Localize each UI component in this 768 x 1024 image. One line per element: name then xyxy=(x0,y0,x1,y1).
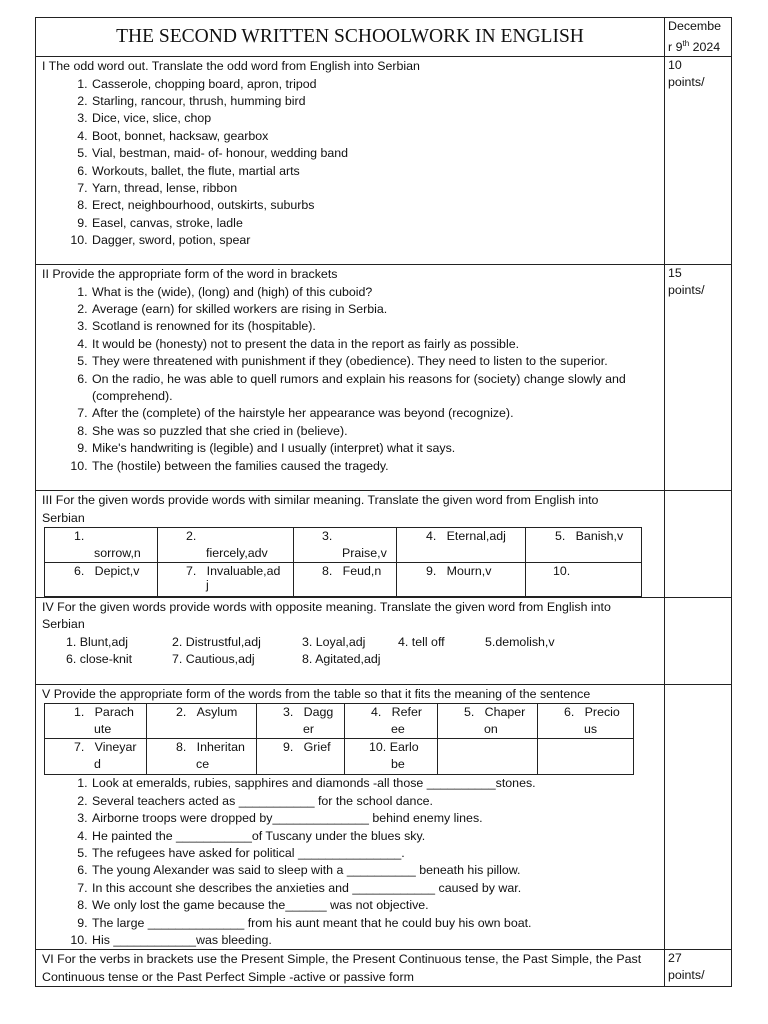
table-cell xyxy=(147,704,257,739)
table-cell xyxy=(257,739,345,775)
worksheet-table xyxy=(35,17,732,987)
list-item: 7. In this account she describes the anxieties and ____________ caused by war. xyxy=(91,880,660,897)
list-item: 1. Look at emeralds, rubies, sapphires and diamonds -all those __________stones. xyxy=(91,775,660,792)
section-3 xyxy=(36,491,665,598)
cell-num: 8. xyxy=(176,740,187,755)
table-cell xyxy=(345,739,438,775)
list-item: 6. Workouts, ballet, the flute, martial arts xyxy=(91,163,660,180)
points-value: 27 xyxy=(668,951,682,966)
cell-num: 3. xyxy=(322,528,333,543)
table-cell xyxy=(538,704,634,739)
section-4 xyxy=(36,597,665,684)
section-2 xyxy=(36,265,665,491)
list-item: 6. The young Alexander was said to sleep with a __________ beneath his pillow. xyxy=(91,862,660,879)
list-item: 7. After the (complete) of the hairstyle her appearance was beyond (recognize). xyxy=(91,405,660,422)
table-cell xyxy=(257,704,345,739)
list-item: 7. Yarn, thread, lense, ribbon xyxy=(91,180,660,197)
list-item: 2. Starling, rancour, thrush, humming bird xyxy=(91,93,660,110)
date-line2 xyxy=(668,35,728,56)
list-item: 1. Casserole, chopping board, apron, tripod xyxy=(91,76,660,93)
cell-word-cont: ute xyxy=(94,722,112,737)
cell-word: Dagg xyxy=(303,705,334,720)
title-text: THE SECOND WRITTEN SCHOOLWORK IN ENGLISH xyxy=(116,26,584,48)
table-cell xyxy=(147,739,257,775)
cell-num: 4. xyxy=(371,705,382,720)
list-item: 10. Dagger, sword, potion, spear xyxy=(91,232,660,249)
section-1 xyxy=(36,57,665,265)
section-1-row xyxy=(36,57,732,265)
list-item: 10. His ____________was bleeding. xyxy=(91,932,660,949)
cell-num: 10. xyxy=(553,563,571,578)
points-label: points/ xyxy=(668,968,705,983)
list-item: 6. close-knit xyxy=(66,652,133,667)
list-item: 5.demolish,v xyxy=(485,634,555,649)
cell-num: 10. xyxy=(369,740,387,755)
section-6-points xyxy=(665,950,732,987)
section-6 xyxy=(36,950,665,987)
table-cell xyxy=(45,739,147,775)
list-item: 1. Blunt,adj xyxy=(66,634,128,649)
cell-num: 8. xyxy=(322,563,333,578)
section-1-list xyxy=(40,76,660,250)
cell-word: Chaper xyxy=(484,705,526,720)
cell-word: Depict,v xyxy=(94,563,140,578)
cell-word: Banish,v xyxy=(575,528,624,543)
table-row xyxy=(45,704,634,739)
list-item: 2. Average (earn) for skilled workers are rising in Serbia. xyxy=(91,301,660,318)
opposite-words-row xyxy=(40,651,660,668)
list-item: 8. Agitated,adj xyxy=(302,652,381,667)
cell-num: 2. xyxy=(176,705,187,720)
table-cell xyxy=(438,704,538,739)
list-item: 6. On the radio, he was able to quell rumors and explain his reasons for (society) change slowly and (comprehend). xyxy=(91,371,660,406)
cell-num: 7. xyxy=(186,563,197,578)
list-item: 5. Vial, bestman, maid- of- honour, wedding band xyxy=(91,145,660,162)
page-title xyxy=(36,18,665,57)
title-row xyxy=(36,18,732,57)
list-item: 3. Loyal,adj xyxy=(302,634,366,649)
section-1-heading: I The odd word out. Translate the odd word from English into Serbian xyxy=(42,59,420,74)
cell-word: Praise,v xyxy=(342,545,387,560)
cell-word-cont: ce xyxy=(196,757,210,772)
points-label: points/ xyxy=(668,75,705,90)
cell-num: 6. xyxy=(74,563,85,578)
list-item: 3. Dice, vice, slice, chop xyxy=(91,110,660,127)
cell-num: 2. xyxy=(186,528,197,543)
cell-word: Mourn,v xyxy=(446,563,492,578)
table-cell xyxy=(45,562,158,596)
date-year: 2024 xyxy=(689,40,721,55)
list-item: 2. Several teachers acted as ___________ for the school dance. xyxy=(91,793,660,810)
cell-word-cont: ee xyxy=(391,722,405,737)
section-4-points xyxy=(665,597,732,684)
table-cell xyxy=(397,527,526,562)
section-6-row xyxy=(36,950,732,987)
cell-word-cont: be xyxy=(391,757,405,772)
list-item: 4. Boot, bonnet, hacksaw, gearbox xyxy=(91,128,660,145)
section-2-row xyxy=(36,265,732,491)
table-cell xyxy=(158,527,294,562)
table-cell xyxy=(45,527,158,562)
list-item: 9. Easel, canvas, stroke, ladle xyxy=(91,215,660,232)
section-5-row xyxy=(36,684,732,949)
list-item: 8. Erect, neighbourhood, outskirts, suburbs xyxy=(91,197,660,214)
section-6-heading xyxy=(42,951,660,986)
date-sup: th xyxy=(682,39,690,48)
section-2-points xyxy=(665,265,732,491)
cell-word: Precio xyxy=(584,705,620,720)
list-item: 7. Cautious,adj xyxy=(172,652,255,667)
list-item: 5. They were threatened with punishment if they (obedience). They need to listen to the superior. xyxy=(91,353,660,370)
cell-word: Inheritan xyxy=(196,740,245,755)
points-value: 10 xyxy=(668,58,682,73)
table-cell xyxy=(294,527,397,562)
date-day: r 9 xyxy=(668,40,683,55)
points-value: 15 xyxy=(668,266,682,281)
similar-words-table xyxy=(44,527,642,597)
cell-word: Invaluable,ad xyxy=(206,563,281,578)
section-2-list xyxy=(40,284,660,475)
cell-word-cont: d xyxy=(94,757,101,772)
list-item: 4. It would be (honesty) not to present the data in the report as fairly as possible. xyxy=(91,336,660,353)
list-item: 4. He painted the ___________of Tuscany under the blues sky. xyxy=(91,828,660,845)
heading-line: VI For the verbs in brackets use the Present Simple, the Present Continuous tense, the Past Simple, the Past xyxy=(42,952,642,967)
cell-word: Asylum xyxy=(196,705,238,720)
date-cell xyxy=(665,18,732,57)
list-item: 5. The refugees have asked for political _______________. xyxy=(91,845,660,862)
cell-word: Parach xyxy=(94,705,134,720)
list-item: 8. We only lost the game because the______ was not objective. xyxy=(91,897,660,914)
table-row xyxy=(45,527,642,562)
cell-num: 1. xyxy=(74,705,85,720)
cell-word: Vineyar xyxy=(94,740,137,755)
table-cell xyxy=(526,562,642,596)
points-label: points/ xyxy=(668,283,705,298)
table-row xyxy=(45,562,642,596)
cell-num: 9. xyxy=(283,740,294,755)
cell-word-cont: us xyxy=(584,722,598,737)
cell-word-cont: er xyxy=(303,722,315,737)
heading-line: Continuous tense or the Past Perfect Simple -active or passive form xyxy=(42,969,414,984)
cell-word: sorrow,n xyxy=(94,545,141,560)
cell-num: 4. xyxy=(426,528,437,543)
section-3-heading xyxy=(42,492,660,527)
section-5-heading: V Provide the appropriate form of the words from the table so that it fits the meaning of the sentence xyxy=(42,686,591,701)
section-4-row xyxy=(36,597,732,684)
cell-num: 5. xyxy=(555,528,566,543)
heading-line: Serbian xyxy=(42,617,85,632)
heading-line: Serbian xyxy=(42,510,85,525)
section-3-row xyxy=(36,491,732,598)
table-cell xyxy=(538,739,634,775)
list-item: 3. Scotland is renowned for its (hospitable). xyxy=(91,318,660,335)
cell-word: Grief xyxy=(303,740,331,755)
cell-word-cont: on xyxy=(484,722,498,737)
table-cell xyxy=(345,704,438,739)
section-5 xyxy=(36,684,665,949)
section-4-heading xyxy=(42,599,660,634)
list-item: 1. What is the (wide), (long) and (high) of this cuboid? xyxy=(91,284,660,301)
cell-word: Feud,n xyxy=(342,563,382,578)
cell-num: 9. xyxy=(426,563,437,578)
list-item: 3. Airborne troops were dropped by______________ behind enemy lines. xyxy=(91,810,660,827)
cell-word: fiercely,adv xyxy=(206,545,268,560)
cell-word: Earlo xyxy=(389,740,419,755)
section-5-points xyxy=(665,684,732,949)
cell-num: 7. xyxy=(74,740,85,755)
list-item: 9. Mike's handwriting is (legible) and I usually (interpret) what it says. xyxy=(91,440,660,457)
list-item: 10. The (hostile) between the families caused the tragedy. xyxy=(91,458,660,475)
heading-line: IV For the given words provide words with opposite meaning. Translate the given word from English into xyxy=(42,599,611,614)
table-cell xyxy=(438,739,538,775)
table-cell xyxy=(158,562,294,596)
list-item: 4. tell off xyxy=(398,634,445,649)
cell-num: 6. xyxy=(564,705,575,720)
opposite-words-row xyxy=(40,634,660,651)
list-item: 9. The large ______________ from his aunt meant that he could buy his own boat. xyxy=(91,915,660,932)
cell-word-cont: j xyxy=(206,577,209,592)
cell-num: 5. xyxy=(464,705,475,720)
list-item: 8. She was so puzzled that she cried in (believe). xyxy=(91,423,660,440)
table-row xyxy=(45,739,634,775)
cell-num: 1. xyxy=(74,528,85,543)
table-cell xyxy=(294,562,397,596)
heading-line: III For the given words provide words with similar meaning. Translate the given word from English into xyxy=(42,493,599,508)
cell-num: 3. xyxy=(283,705,294,720)
word-bank-table xyxy=(44,703,634,775)
table-cell xyxy=(45,704,147,739)
section-5-list xyxy=(40,775,660,949)
table-cell xyxy=(526,527,642,562)
cell-word: Eternal,adj xyxy=(446,528,506,543)
section-3-points xyxy=(665,491,732,598)
cell-word: Refer xyxy=(391,705,422,720)
section-1-points xyxy=(665,57,732,265)
table-cell xyxy=(397,562,526,596)
date-line1: Decembe xyxy=(668,19,722,33)
section-2-heading: II Provide the appropriate form of the word in brackets xyxy=(42,267,338,282)
list-item: 2. Distrustful,adj xyxy=(172,634,261,649)
